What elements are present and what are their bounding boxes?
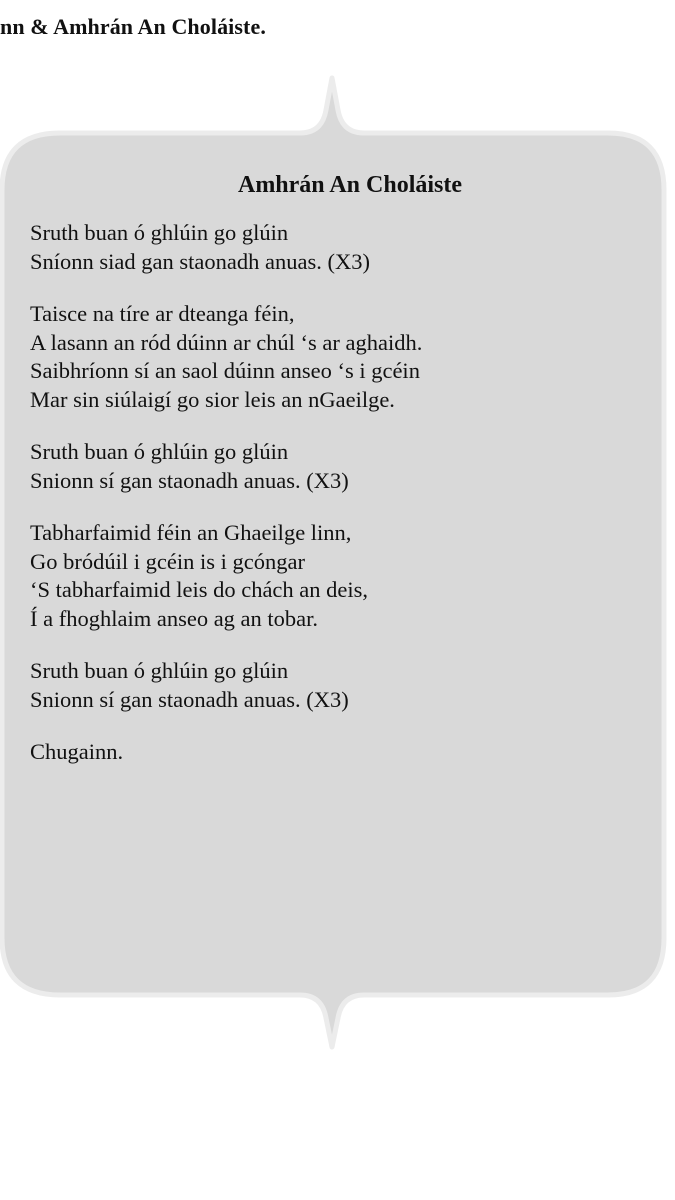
lyric-line: ‘S tabharfaimid leis do chách an deis, (30, 577, 369, 602)
lyric-line: Sruth buan ó ghlúin go glúin (30, 220, 289, 245)
lyric-line: Snionn sí gan staonadh anuas. (X3) (30, 686, 349, 712)
lyric-line: Saibhríonn sí an saol dúinn anseo ‘s i gcéin (30, 358, 420, 383)
lyric-line: Chugainn. (30, 739, 124, 764)
lyric-line: Taisce na tíre ar dteanga féin, (30, 301, 295, 326)
lyric-line: Sruth buan ó ghlúin go glúin (30, 439, 289, 464)
lyric-line: Í a fhoghlaim anseo ag an tobar. (30, 605, 319, 631)
lyric-line: Tabharfaimid féin an Ghaeilge linn, (30, 520, 352, 545)
lyric-line: Snionn sí gan staonadh anuas. (X3) (30, 467, 349, 493)
lyric-line: Go bródúil i gcéin is i gcóngar (30, 548, 305, 574)
lyric-line: Sníonn siad gan staonadh anuas. (X3) (30, 248, 370, 274)
stanza (30, 300, 640, 414)
stanza (30, 738, 640, 767)
stanza (30, 438, 640, 495)
lyric-line: Mar sin siúlaigí go sior leis an nGaeilge. (30, 386, 395, 412)
stanza (30, 519, 640, 633)
lyric-line: A lasann an ród dúinn ar chúl ‘s ar aghaidh. (30, 329, 423, 355)
stanza (30, 657, 640, 714)
song-title: Amhrán An Choláiste (237, 172, 463, 198)
stanza (30, 219, 640, 276)
lyric-line: Sruth buan ó ghlúin go glúin (30, 658, 289, 683)
page-heading: nn & Amhrán An Choláiste. (0, 14, 266, 39)
lyrics-box (30, 172, 640, 791)
